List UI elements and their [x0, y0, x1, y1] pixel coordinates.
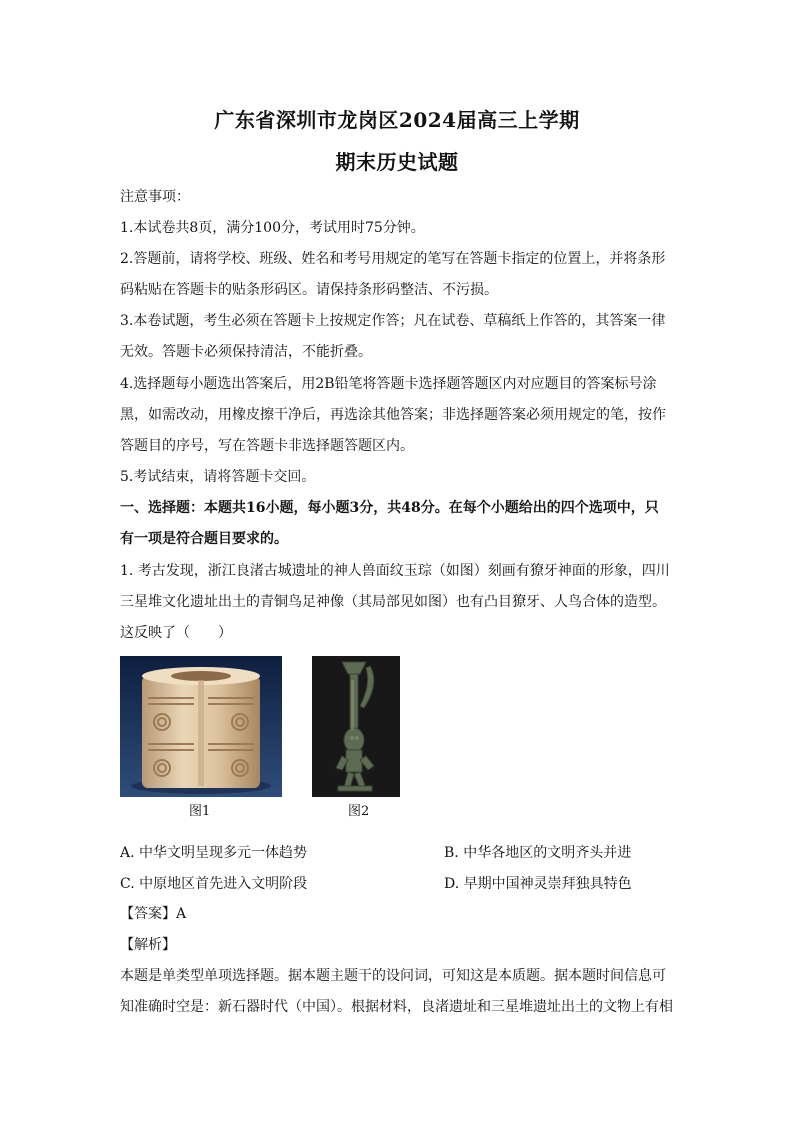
analysis-heading: 【解析】	[120, 937, 176, 953]
note-line: 码粘贴在答题卡的贴条形码区。请保持条形码整洁、不污损。	[120, 282, 498, 298]
answer-line: 【答案】A	[120, 906, 187, 922]
option-c: C. 中原地区首先进入文明阶段	[120, 876, 308, 892]
question-stem-line: 这反映了（ ）	[120, 625, 232, 641]
note-line: 黑，如需改动，用橡皮擦干净后，再选涂其他答案；非选择题答案必须用规定的笔，按作	[120, 407, 666, 423]
doc-title-line2: 期末历史试题	[335, 150, 459, 174]
figure-1-caption: 图1	[189, 804, 211, 819]
figure-2-caption: 图2	[348, 804, 370, 819]
option-d: D. 早期中国神灵崇拜独具特色	[444, 876, 632, 892]
note-line: 无效。答题卡必须保持清洁，不能折叠。	[120, 344, 372, 360]
analysis-line: 本题是单类型单项选择题。据本题主题干的设问词，可知这是本质题。据本题时间信息可	[120, 968, 666, 984]
analysis-line: 知准确时空是：新石器时代（中国）。根据材料，良渚遗址和三星堆遗址出土的文物上有相	[120, 999, 673, 1015]
section-heading-line: 一、选择题：本题共16小题，每小题3分，共48分。在每个小题给出的四个选项中，只	[120, 500, 659, 516]
note-line: 2.答题前，请将学校、班级、姓名和考号用规定的笔写在答题卡指定的位置上，并将条形	[120, 251, 666, 267]
jade-cong-image	[120, 656, 282, 797]
note-line: 3.本卷试题，考生必须在答题卡上按规定作答；凡在试卷、草稿纸上作答的，其答案一律	[120, 313, 666, 329]
note-line: 1.本试卷共8页，满分100分，考试用时75分钟。	[120, 220, 425, 236]
note-line: 4.选择题每小题选出答案后，用2B铅笔将答题卡选择题答题区内对应题目的答案标号涂	[120, 376, 657, 392]
notes-heading: 注意事项：	[120, 189, 190, 205]
bronze-statue-image	[312, 656, 400, 797]
note-line: 5.考试结束，请将答题卡交回。	[120, 469, 316, 485]
question-stem-line: 三星堆文化遗址出土的青铜鸟足神像（其局部见如图）也有凸目獠牙、人鸟合体的造型。	[120, 594, 666, 610]
doc-title-line1: 广东省深圳市龙岗区2024届高三上学期	[214, 108, 580, 132]
option-b: B. 中华各地区的文明齐头并进	[444, 845, 632, 861]
question-stem-line: 1. 考古发现，浙江良渚古城遗址的神人兽面纹玉琮（如图）刻画有獠牙神面的形象，四川	[120, 563, 670, 579]
note-line: 答题目的序号，写在答题卡非选择题答题区内。	[120, 438, 414, 454]
section-heading-line: 有一项是符合题目要求的。	[120, 531, 288, 547]
option-a: A. 中华文明呈现多元一体趋势	[120, 845, 308, 861]
